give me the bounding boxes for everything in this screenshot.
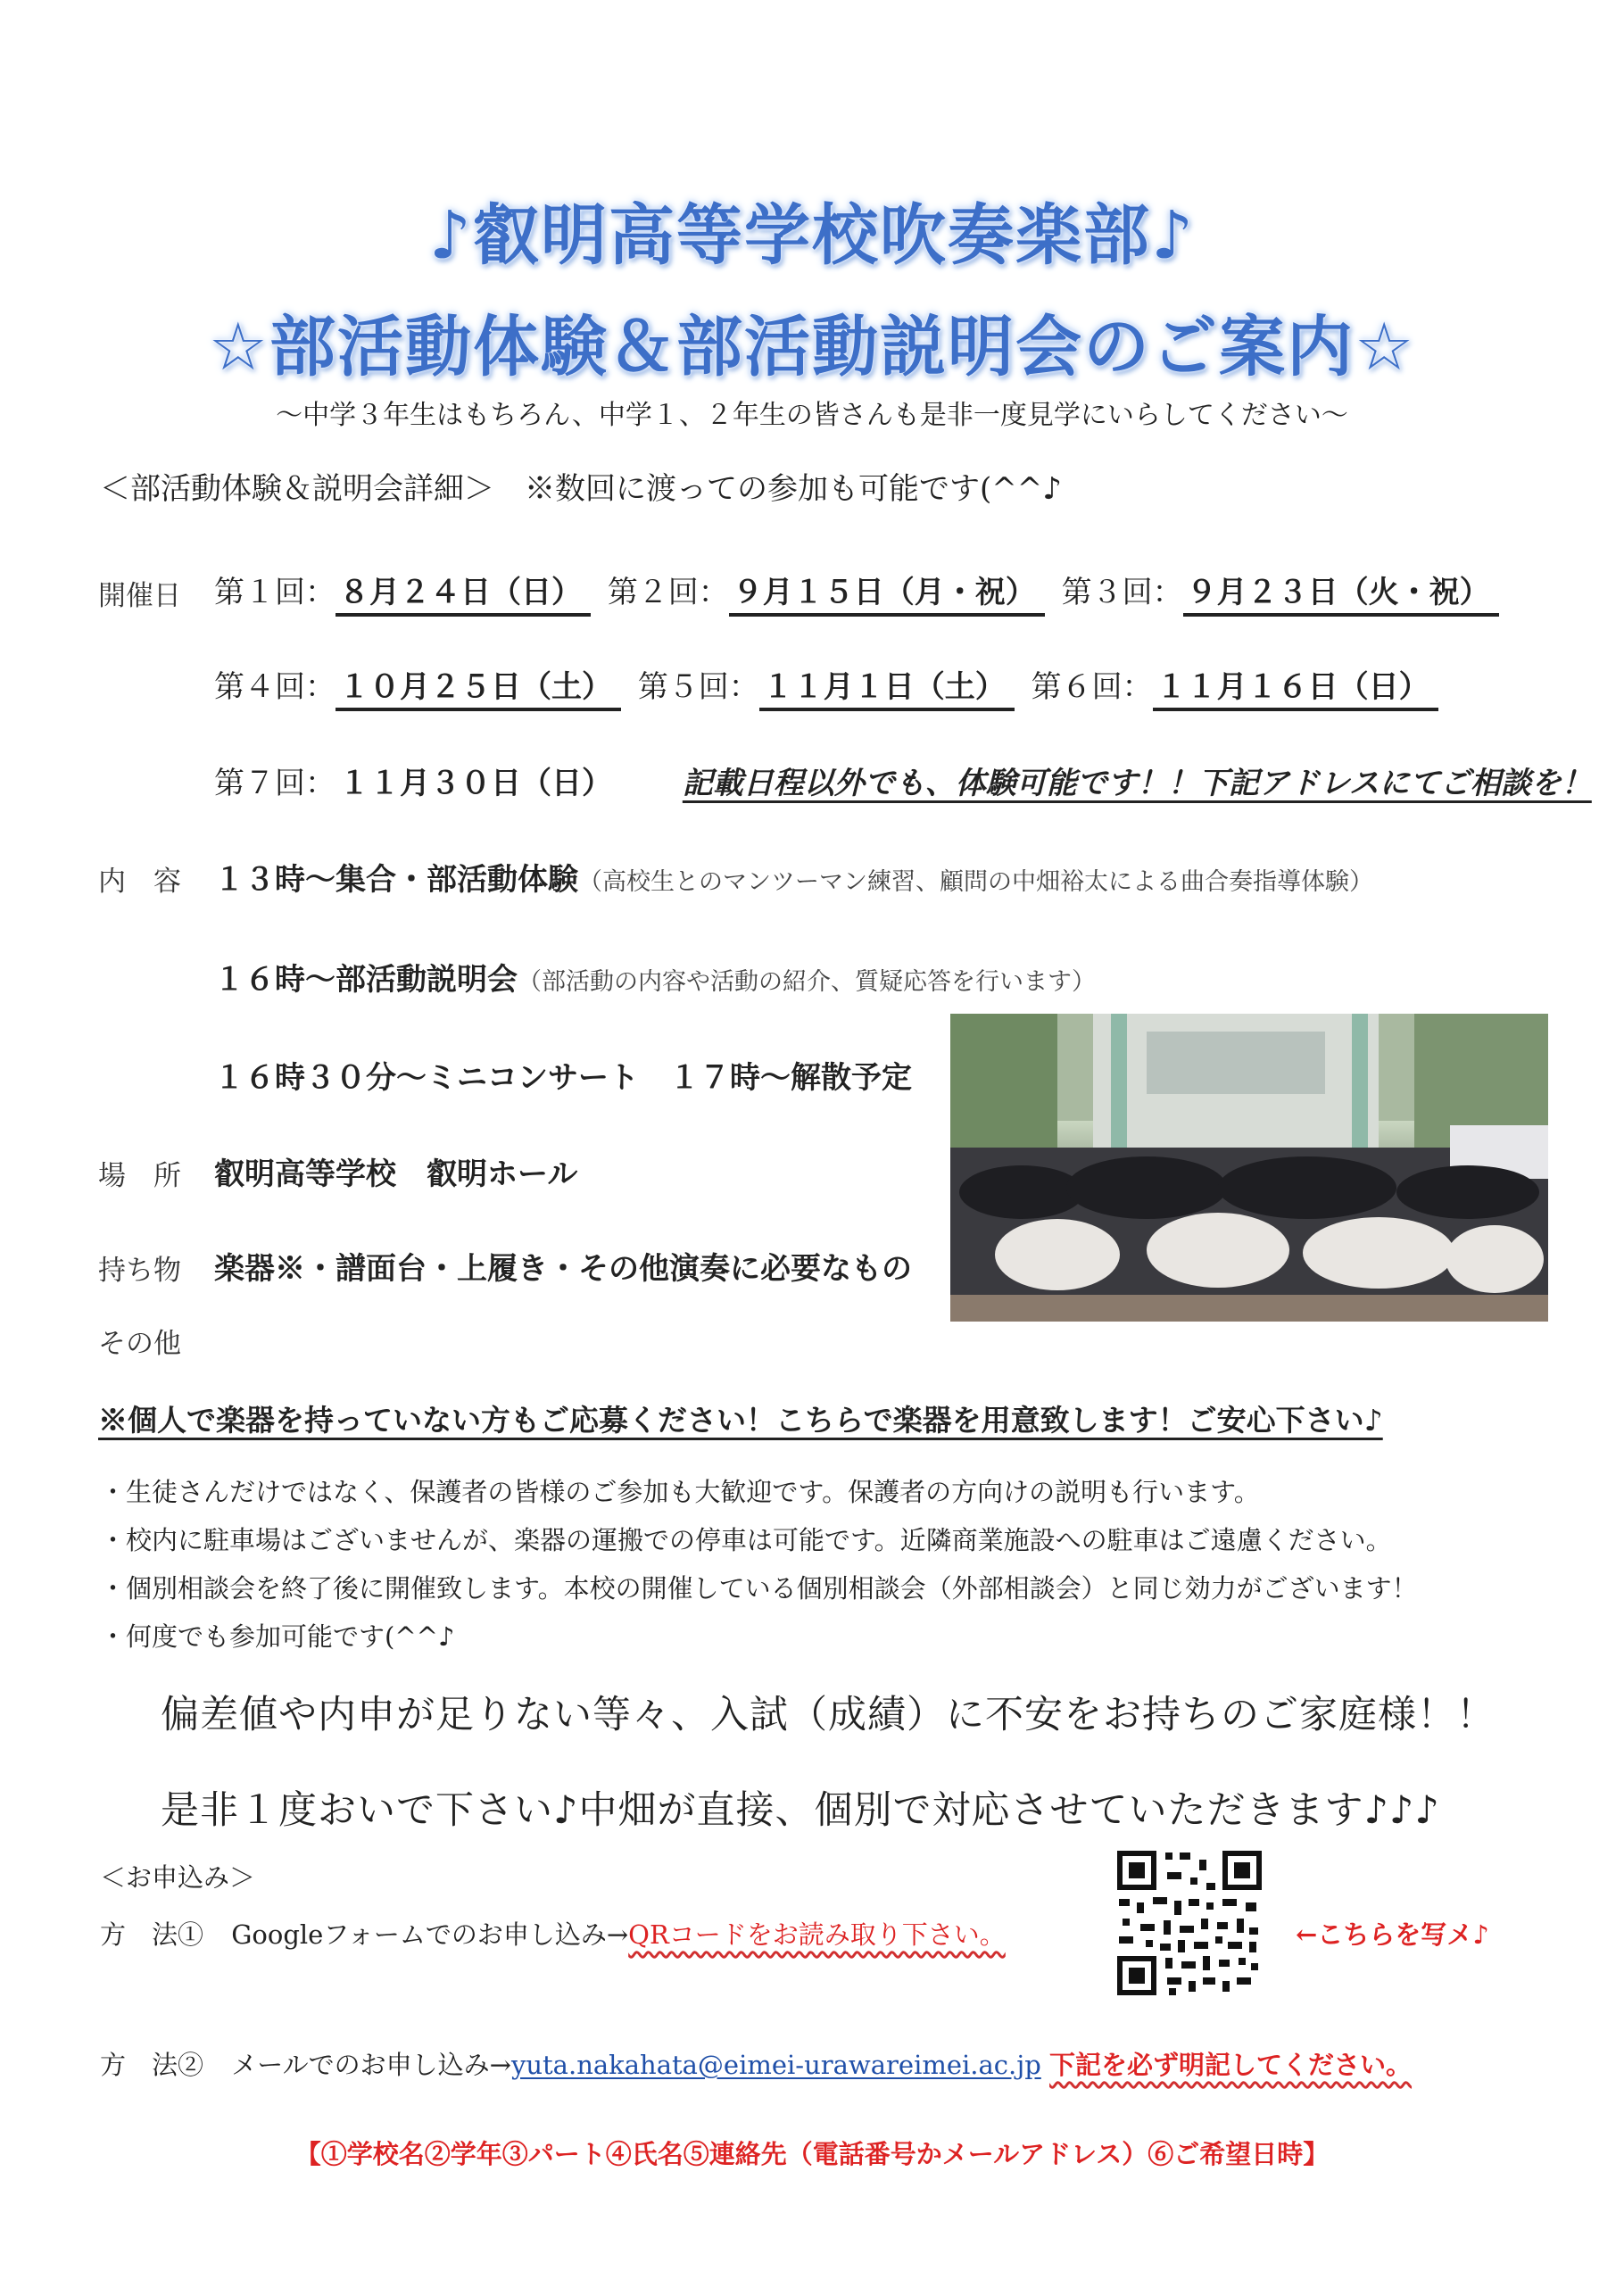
method-1-text: Googleフォームでのお申し込み→ <box>231 1919 629 1950</box>
content-2-note: （部活動の内容や活動の紹介、質疑応答を行います） <box>518 968 1096 996</box>
title-line-2: ☆部活動体験＆部活動説明会のご案内☆ <box>208 309 1416 385</box>
date-label: 開催日 <box>98 580 181 612</box>
method-1-label: 方 法① <box>100 1919 204 1950</box>
content-1-note: （高校生とのマンツーマン練習、顧問の中畑裕太による曲合奏指導体験） <box>578 868 1373 896</box>
subtitle: ～中学３年生はもちろん、中学１、２年生の皆さんも是非一度見学にいらしてください～ <box>276 400 1348 431</box>
session-6-num: 第６回： <box>1031 669 1153 705</box>
qr-code-drawing <box>1114 1847 1265 1999</box>
bullet-2: ・校内に駐車場はございませんが、楽器の運搬での停車は可能です。近隣商業施設への駐車はご遠慮ください。 <box>100 1525 1392 1555</box>
group-photo-drawing <box>950 1014 1548 1322</box>
dates-row-1 <box>214 568 1506 617</box>
place-label: 場 所 <box>98 1160 181 1192</box>
content-line-2 <box>214 955 1096 999</box>
items-label: 持ち物 <box>98 1255 181 1287</box>
session-1-num: 第１回： <box>214 575 336 610</box>
session-3-date: ９月２３日（火・祝） <box>1183 568 1499 617</box>
content-1-main: １３時～集合・部活動体験 <box>214 862 578 898</box>
other-label: その他 <box>98 1328 181 1360</box>
title-line-1: ♪叡明高等学校吹奏楽部♪ <box>428 197 1196 274</box>
session-6-date: １１月１６日（日） <box>1153 662 1438 711</box>
bullet-1: ・生徒さんだけではなく、保護者の皆様のご参加も大歓迎です。保護者の方向けの説明も行います。 <box>100 1477 1260 1507</box>
content-2-main: １６時～部活動説明会 <box>214 962 518 998</box>
appeal-line-2: 是非１度おいで下さい♪中畑が直接、個別で対応させていただきます♪♪♪ <box>161 1788 1440 1833</box>
method-1-line <box>100 1915 1006 1952</box>
instrument-note: ※個人で楽器を持っていない方もご応募ください！こちらで楽器を用意致します！ご安心下さい♪ <box>98 1403 1383 1438</box>
session-5-num: 第５回： <box>637 669 759 705</box>
method-1-qr-text: QRコードをお読み取り下さい。 <box>628 1919 1006 1950</box>
session-2-date: ９月１５日（月・祝） <box>729 568 1045 617</box>
group-photo <box>950 1014 1548 1322</box>
email-link[interactable]: yuta.nakahata@eimei-urawareimei.ac.jp <box>510 2050 1041 2080</box>
session-5-date: １１月１日（土） <box>759 662 1015 711</box>
session-4-date: １０月２５日（土） <box>336 662 621 711</box>
content-line-1 <box>214 855 1373 899</box>
application-heading: ＜お申込み＞ <box>100 1862 256 1893</box>
session-2-num: 第２回： <box>607 575 729 610</box>
dates-row-2 <box>214 662 1446 711</box>
method-2-line <box>100 2045 1412 2082</box>
content-label: 内 容 <box>98 866 181 898</box>
qr-code[interactable] <box>1114 1847 1265 1999</box>
required-fields: 【①学校名②学年③パート④氏名⑤連絡先（電話番号かメールアドレス）⑥ご希望日時】 <box>294 2139 1330 2169</box>
place-value: 叡明高等学校 叡明ホール <box>214 1156 578 1192</box>
appeal-line-1: 偏差値や内申が足りない等々、入試（成績）に不安をお持ちのご家庭様！！ <box>161 1693 1496 1737</box>
dates-row-3 <box>214 758 1592 804</box>
items-value: 楽器※・譜面台・上履き・その他演奏に必要なもの <box>214 1251 912 1287</box>
session-7-num: 第７回： <box>214 766 336 801</box>
method-2-note: 下記を必ず明記してください。 <box>1049 2050 1413 2080</box>
method-2-text: メールでのお申し込み→ <box>231 2050 511 2080</box>
method-2-label: 方 法② <box>100 2050 204 2080</box>
content-line-3: １６時３０分～ミニコンサート １７時～解散予定 <box>214 1060 912 1096</box>
bullet-4: ・何度でも参加可能です(^^♪ <box>100 1621 455 1652</box>
session-1-date: ８月２４日（日） <box>336 568 591 617</box>
session-4-num: 第４回： <box>214 669 336 705</box>
session-3-num: 第３回： <box>1061 575 1183 610</box>
qr-hint: ←こちらを写メ♪ <box>1296 1919 1489 1950</box>
bullet-3: ・個別相談会を終了後に開催致します。本校の開催している個別相談会（外部相談会）と同じ効力がございます！ <box>100 1573 1418 1604</box>
details-heading: ＜部活動体験＆説明会詳細＞ ※数回に渡っての参加も可能です(^^♪ <box>100 471 1062 507</box>
session-7-date: １１月３０日（日） <box>339 766 612 801</box>
other-dates-note: 記載日程以外でも、体験可能です！！下記アドレスにてご相談を！ <box>682 766 1592 801</box>
